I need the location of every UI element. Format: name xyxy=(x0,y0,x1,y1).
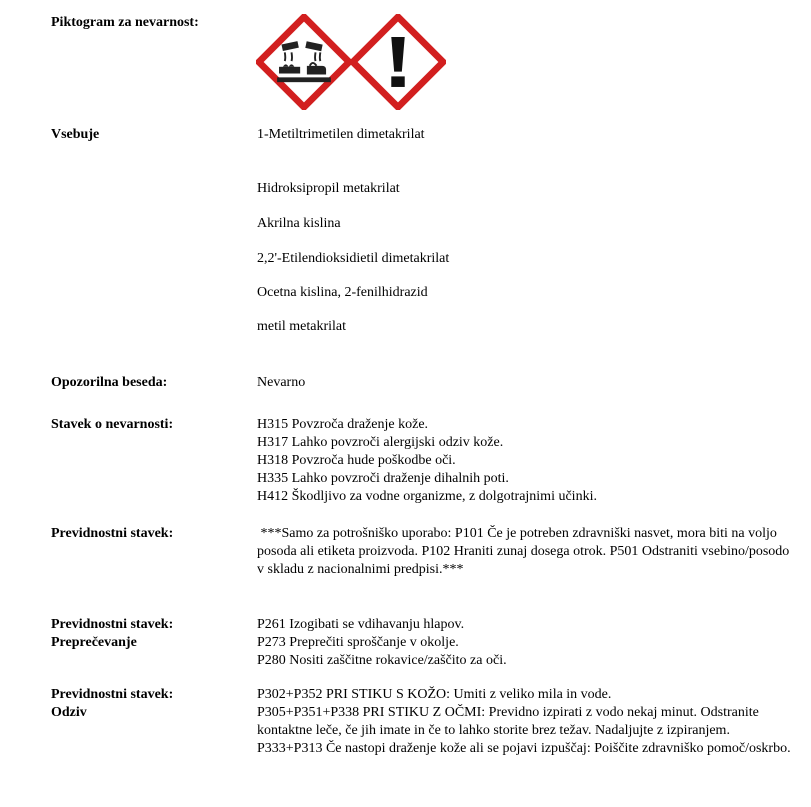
hazard-statements-list xyxy=(257,416,802,506)
ingredient-item: 2,2'-Etilendioksidietil dimetakrilat xyxy=(257,251,450,266)
signal-word-value: Nevarno xyxy=(257,375,306,390)
precautionary-general-label: Previdnostni stavek: xyxy=(51,526,174,541)
ingredient-item: Hidroksipropil metakrilat xyxy=(257,181,400,196)
precautionary-response-label-line2: Odziv xyxy=(51,705,87,720)
ingredient-item: 1-Metiltrimetilen dimetakrilat xyxy=(257,127,425,142)
precautionary-general-text xyxy=(257,525,797,579)
prevention-statement: P261 Izogibati se vdihavanju hlapov. xyxy=(257,617,465,632)
hazard-statement: H318 Povzroča hude poškodbe oči. xyxy=(257,453,456,468)
precautionary-prevention-label-line2: Preprečevanje xyxy=(51,635,137,650)
response-statement: P305+P351+P338 PRI STIKU Z OČMI: Previdno izpirati z vodo nekaj minut. Odstranite kontaktne leče, če jih imate in če to lahko storite brez težav. Nadaljujte z izpiranjem. xyxy=(257,705,759,738)
hazard-statement: H315 Povzroča draženje kože. xyxy=(257,417,429,432)
contains-label: Vsebuje xyxy=(51,127,100,142)
precautionary-general-paragraph: ***Samo za potrošniško uporabo: P101 Če je potreben zdravniški nasvet, mora biti na voljo posoda ali etiketa proizvoda. P102 Hraniti zunaj dosega otrok. P501 Odstraniti vsebino/posodo v skladu z nacionalnimi predpisi.*** xyxy=(257,526,793,577)
precautionary-response-label xyxy=(51,686,173,722)
exclamation-mark-icon xyxy=(350,14,446,110)
ingredient-item: Akrilna kislina xyxy=(257,216,341,231)
pictogram-label: Piktogram za nevarnost: xyxy=(51,15,199,30)
hazard-statement: H335 Lahko povzroči draženje dihalnih poti. xyxy=(257,471,509,486)
response-statement: P302+P352 PRI STIKU S KOŽO: Umiti z veliko mila in vode. xyxy=(257,687,612,702)
ingredient-item: Ocetna kislina, 2-fenilhidrazid xyxy=(257,285,428,300)
precautionary-response-list xyxy=(257,686,802,758)
corrosion-icon xyxy=(256,14,352,110)
hazard-statements-label: Stavek o nevarnosti: xyxy=(51,417,174,432)
hazard-statement: H317 Lahko povzroči alergijski odziv kože. xyxy=(257,435,504,450)
precautionary-response-label-line1: Previdnostni stavek: xyxy=(51,687,174,702)
prevention-statement: P273 Preprečiti sproščanje v okolje. xyxy=(257,635,459,650)
precautionary-prevention-label xyxy=(51,616,173,652)
precautionary-prevention-list xyxy=(257,616,802,670)
response-statement: P333+P313 Če nastopi draženje kože ali se pojavi izpuščaj: Poiščite zdravniško pomoč/oskrbo. xyxy=(257,741,791,756)
ingredient-item: metil metakrilat xyxy=(257,319,347,334)
prevention-statement: P280 Nositi zaščitne rokavice/zaščito za oči. xyxy=(257,653,507,668)
precautionary-prevention-label-line1: Previdnostni stavek: xyxy=(51,617,174,632)
hazard-statement: H412 Škodljivo za vodne organizme, z dolgotrajnimi učinki. xyxy=(257,489,597,504)
signal-word-label: Opozorilna beseda: xyxy=(51,375,168,390)
